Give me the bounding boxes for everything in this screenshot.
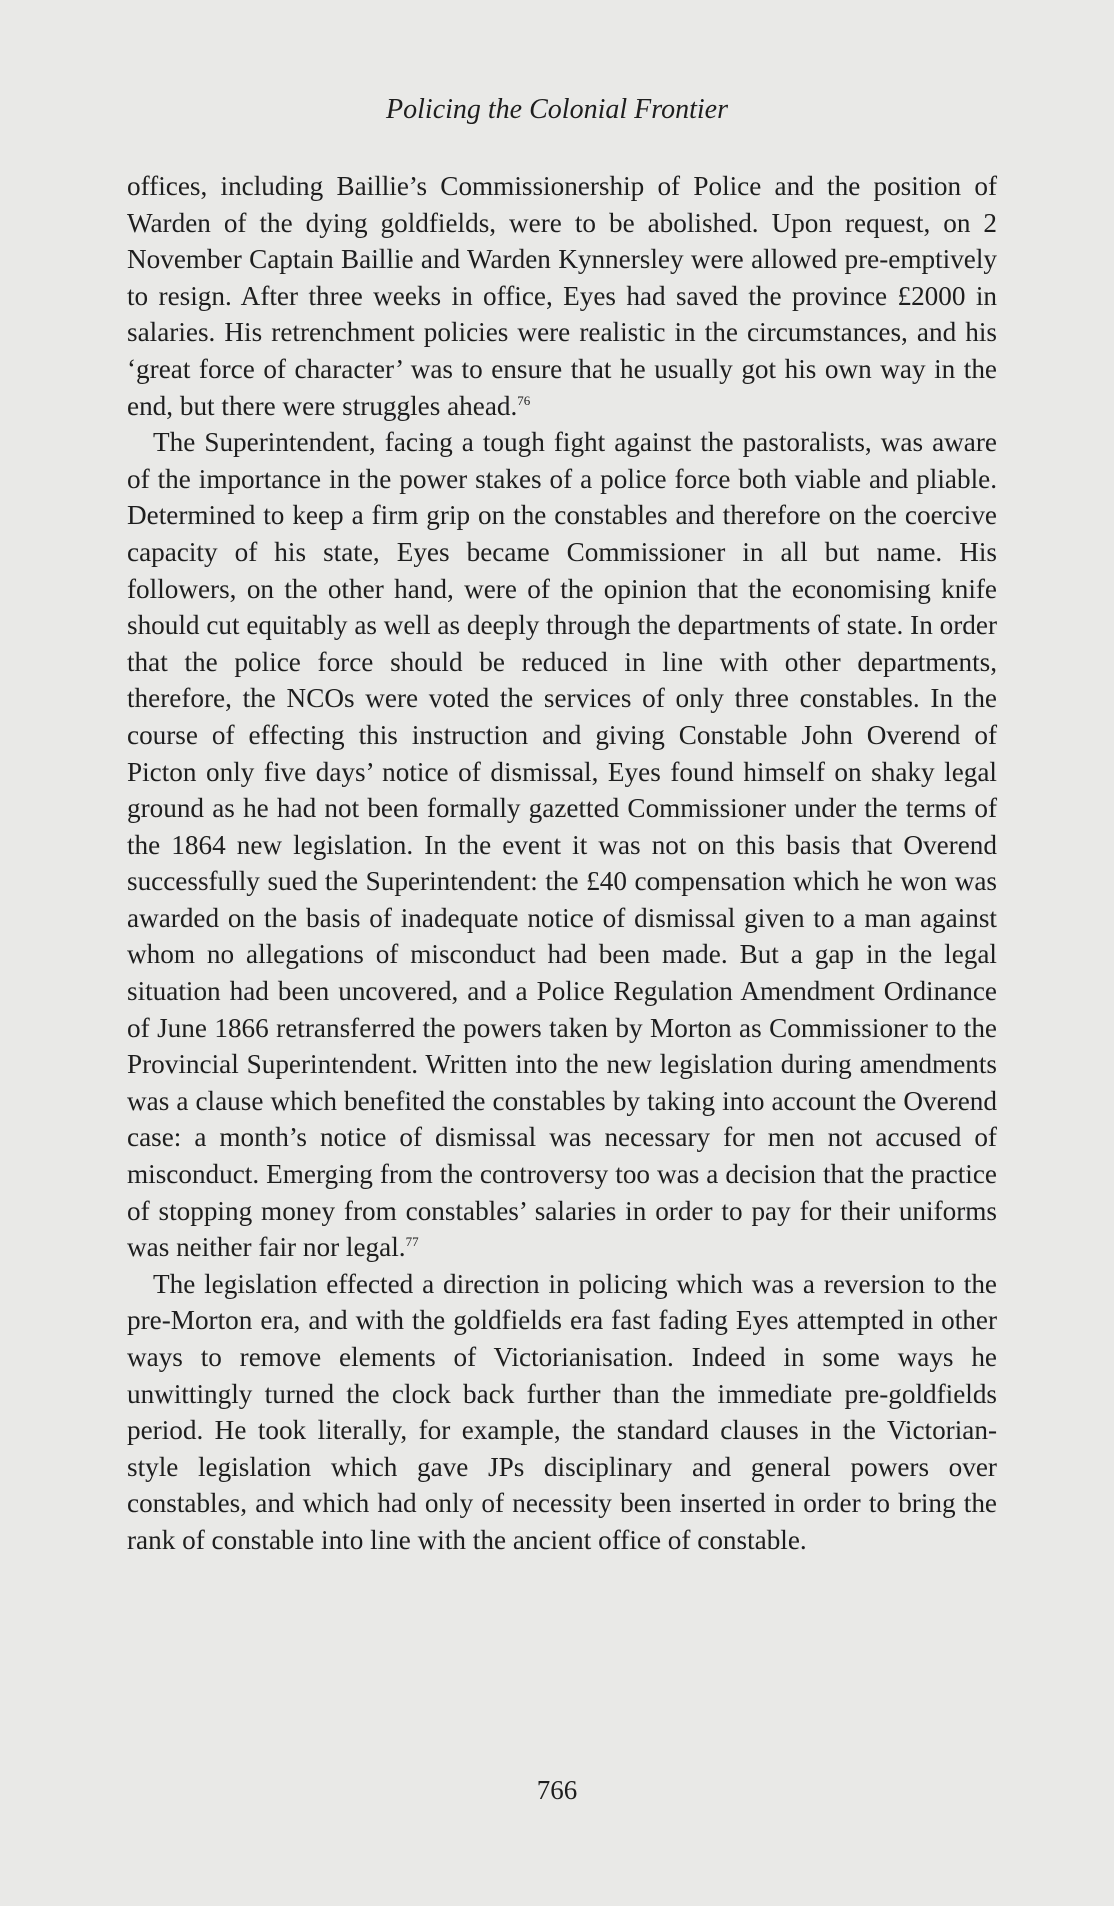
- body-text: [127, 168, 997, 1559]
- page-number: 766: [536, 1775, 578, 1805]
- paragraph-3: [127, 1266, 997, 1559]
- footnote-marker: 77: [405, 1234, 419, 1250]
- paragraph-1: [127, 168, 997, 424]
- paragraph-text: offices, including Baillie’s Commissionership of Police and the position of Warden of the dying goldfields, were to be abolished. Upon request, on 2 November Captain Baillie and Warden Kynnersley were allowed pre-emptively to resign. After three weeks in office, Eyes had saved the province £2000 in salaries. His retrenchment policies were realistic in the circumstances, and his ‘great force of character’ was to ensure that he usually got his own way in the end, but there were struggles ahead.: [127, 171, 997, 421]
- running-head: Policing the Colonial Frontier: [386, 94, 728, 125]
- paragraph-text: The Superintendent, facing a tough fight against the pastoralists, was aware of the importance in the power stakes of a police force both viable and pliable. Determined to keep a firm grip on the constables and therefore on the coercive capacity of his state, Eyes became Commissioner in all but name. His followers, on the other hand, were of the opinion that the economising knife should cut equitably as well as deeply through the departments of state. In order that the police force should be reduced in line with other departments, therefore, the NCOs were voted the services of only three constables. In the course of effecting this instruction and giving Constable John Overend of Picton only five days’ notice of dismissal, Eyes found himself on shaky legal ground as he had not been formally gazetted Commissioner under the terms of the 1864 new legislation. In the event it was not on this basis that Overend successfully sued the Superintendent: the £40 compensation which he won was awarded on the basis of inadequate notice of dismissal given to a man against whom no allegations of misconduct had been made. But a gap in the legal situation had been uncovered, and a Police Regulation Amendment Ordinance of June 1866 retransferred the powers taken by Morton as Commissioner to the Provincial Superintendent. Written into the new legislation during amendments was a clause which benefited the constables by taking into account the Overend case: a month’s notice of dismissal was necessary for men not accused of misconduct. Emerging from the controversy too was a decision that the practice of stopping money from constables’ salaries in order to pay for their uniforms was neither fair nor legal.: [127, 427, 997, 1263]
- footnote-marker: 76: [517, 392, 531, 408]
- paragraph-2: [127, 424, 997, 1266]
- paragraph-text: The legislation effected a direction in policing which was a reversion to the pre-Morton era, and with the goldfields era fast fading Eyes attempted in other ways to remove elements of Victorianisation. Indeed in some ways he unwittingly turned the clock back further than the immediate pre-goldfields period. He took literally, for example, the standard clauses in the Victorian-style legislation which gave JPs disciplinary and general powers over constables, and which had only of necessity been inserted in order to bring the rank of constable into line with the ancient office of constable.: [127, 1268, 997, 1555]
